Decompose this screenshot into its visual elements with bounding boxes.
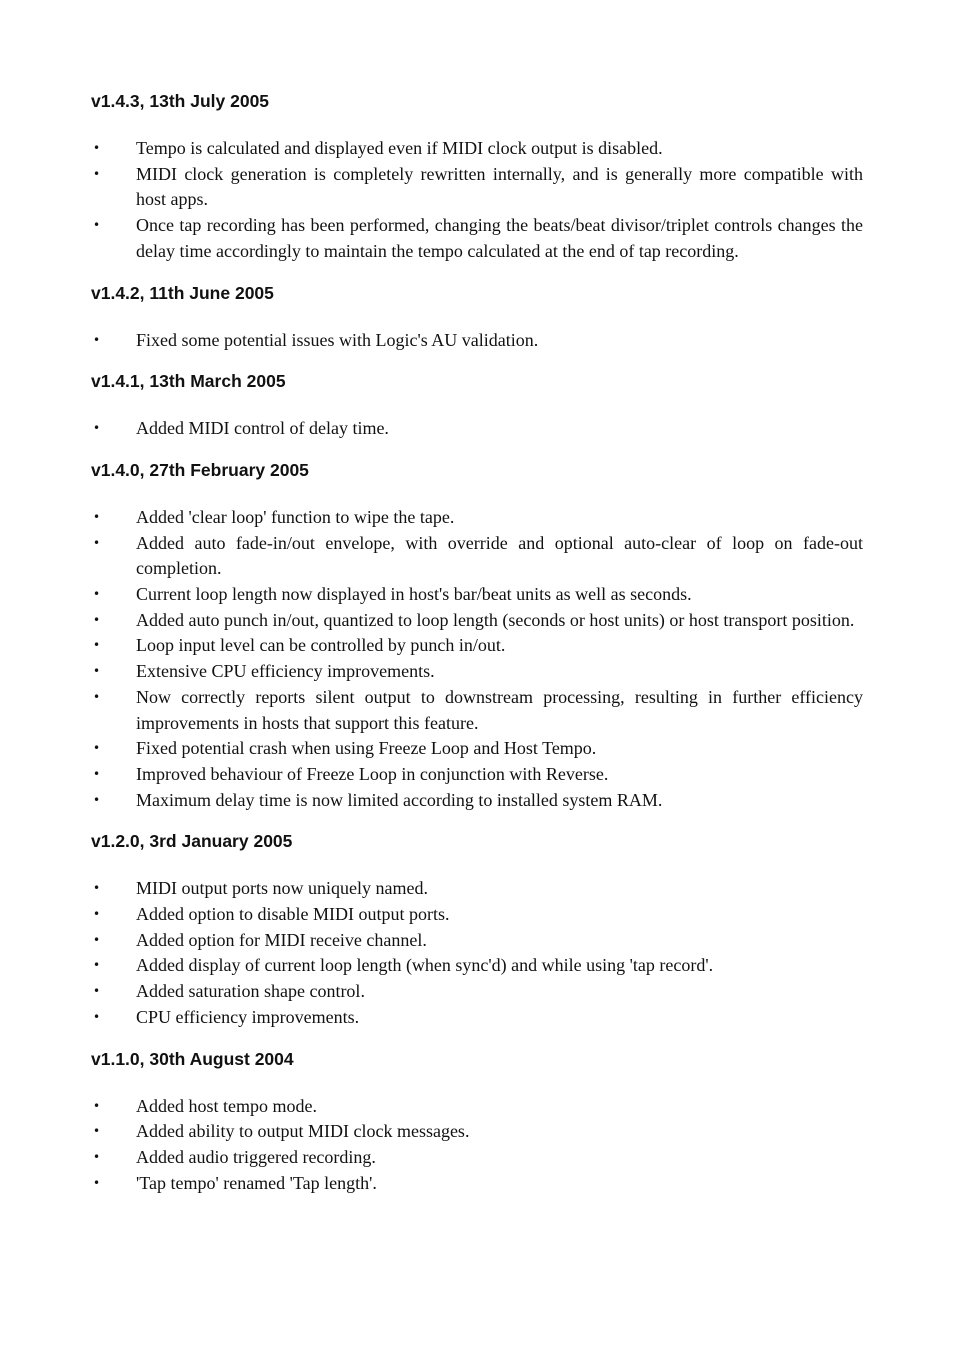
change-list-item: [91, 633, 863, 659]
change-list-item: [91, 685, 863, 736]
change-text: Fixed potential crash when using Freeze Loop and Host Tempo.: [136, 738, 597, 759]
version-section: [91, 459, 863, 813]
version-section: [91, 282, 863, 354]
version-section: [91, 1048, 863, 1197]
change-list-item: [91, 328, 863, 354]
bullet-icon: •: [93, 1175, 101, 1190]
change-list-item: [91, 762, 863, 788]
bullet-icon: •: [93, 612, 101, 627]
change-list-item: [91, 788, 863, 814]
version-section: [91, 370, 863, 442]
bullet-icon: •: [93, 218, 101, 233]
change-text: Now correctly reports silent output to downstream processing, resulting in further efficiency improvements in hosts that support this feature.: [136, 686, 863, 733]
bullet-icon: •: [93, 881, 101, 896]
version-heading: v1.1.0, 30th August 2004: [91, 1048, 294, 1069]
bullet-icon: •: [93, 958, 101, 973]
change-text: Improved behaviour of Freeze Loop in conjunction with Reverse.: [136, 763, 609, 784]
bullet-icon: •: [93, 638, 101, 653]
bullet-icon: •: [93, 1149, 101, 1164]
release-notes-document: [91, 90, 863, 1213]
bullet-icon: •: [93, 1009, 101, 1024]
version-section: [91, 90, 863, 265]
change-text: Added option to disable MIDI output ports.: [136, 904, 450, 925]
bullet-icon: •: [93, 984, 101, 999]
bullet-icon: •: [93, 332, 101, 347]
change-list-item: [91, 1094, 863, 1120]
change-list-item: [91, 953, 863, 979]
version-heading: v1.2.0, 3rd January 2005: [91, 831, 293, 852]
change-list-item: [91, 902, 863, 928]
change-list-item: [91, 736, 863, 762]
change-text: Added option for MIDI receive channel.: [136, 929, 427, 950]
bullet-icon: •: [93, 587, 101, 602]
change-list-item: [91, 608, 863, 634]
bullet-icon: •: [93, 166, 101, 181]
change-text: MIDI output ports now uniquely named.: [136, 878, 428, 899]
bullet-icon: •: [93, 766, 101, 781]
change-list-item: [91, 979, 863, 1005]
change-list: [91, 1094, 863, 1197]
change-text: MIDI clock generation is completely rewritten internally, and is generally more compatible with host apps.: [136, 163, 863, 210]
change-list-item: [91, 1171, 863, 1197]
change-text: CPU efficiency improvements.: [136, 1006, 360, 1027]
change-list-item: [91, 876, 863, 902]
bullet-icon: •: [93, 792, 101, 807]
bullet-icon: •: [93, 1124, 101, 1139]
change-text: Added auto punch in/out, quantized to loop length (seconds or host units) or host transport position.: [136, 609, 855, 630]
bullet-icon: •: [93, 741, 101, 756]
bullet-icon: •: [93, 535, 101, 550]
version-heading: v1.4.1, 13th March 2005: [91, 371, 286, 392]
change-list-item: [91, 213, 863, 264]
change-text: Added saturation shape control.: [136, 981, 365, 1002]
change-list-item: [91, 136, 863, 162]
change-text: Tempo is calculated and displayed even if MIDI clock output is disabled.: [136, 138, 663, 158]
bullet-icon: •: [93, 421, 101, 436]
change-text: Added display of current loop length (when sync'd) and while using 'tap record'.: [136, 955, 714, 976]
change-list-item: [91, 928, 863, 954]
change-list-item: [91, 416, 863, 442]
change-text: Loop input level can be controlled by punch in/out.: [136, 635, 506, 656]
change-list-item: [91, 162, 863, 213]
change-text: Maximum delay time is now limited according to installed system RAM.: [136, 789, 663, 810]
change-text: Added host tempo mode.: [136, 1095, 317, 1116]
change-list-item: [91, 582, 863, 608]
change-text: Fixed some potential issues with Logic's AU validation.: [136, 329, 539, 350]
change-list-item: [91, 1119, 863, 1145]
version-heading: v1.4.3, 13th July 2005: [91, 91, 270, 111]
version-section: [91, 830, 863, 1030]
version-heading: v1.4.0, 27th February 2005: [91, 459, 309, 480]
change-list-item: [91, 505, 863, 531]
change-text: Added MIDI control of delay time.: [136, 418, 389, 439]
change-list: [91, 876, 863, 1030]
change-list: [91, 416, 863, 442]
change-text: Extensive CPU efficiency improvements.: [136, 661, 435, 682]
version-heading: v1.4.2, 11th June 2005: [91, 282, 274, 303]
bullet-icon: •: [93, 1098, 101, 1113]
change-list-item: [91, 1005, 863, 1031]
change-list-item: [91, 659, 863, 685]
change-list-item: [91, 1145, 863, 1171]
change-text: Current loop length now displayed in host's bar/beat units as well as seconds.: [136, 584, 692, 605]
change-text: 'Tap tempo' renamed 'Tap length'.: [136, 1172, 377, 1193]
change-list: [91, 505, 863, 813]
bullet-icon: •: [93, 509, 101, 524]
change-list: [91, 136, 863, 265]
change-text: Once tap recording has been performed, changing the beats/beat divisor/triplet controls changes the delay time accordingly to maintain the tempo calculated at the end of tap recording.: [136, 215, 863, 261]
bullet-icon: •: [93, 664, 101, 679]
change-text: Added ability to output MIDI clock messages.: [136, 1121, 470, 1142]
change-list-item: [91, 531, 863, 582]
change-text: Added auto fade-in/out envelope, with override and optional auto-clear of loop on fade-out completion.: [136, 532, 863, 579]
bullet-icon: •: [93, 141, 101, 155]
bullet-icon: •: [93, 932, 101, 947]
bullet-icon: •: [93, 907, 101, 922]
bullet-icon: •: [93, 689, 101, 704]
change-text: Added audio triggered recording.: [136, 1146, 376, 1167]
change-text: Added 'clear loop' function to wipe the tape.: [136, 506, 455, 527]
change-list: [91, 328, 863, 354]
